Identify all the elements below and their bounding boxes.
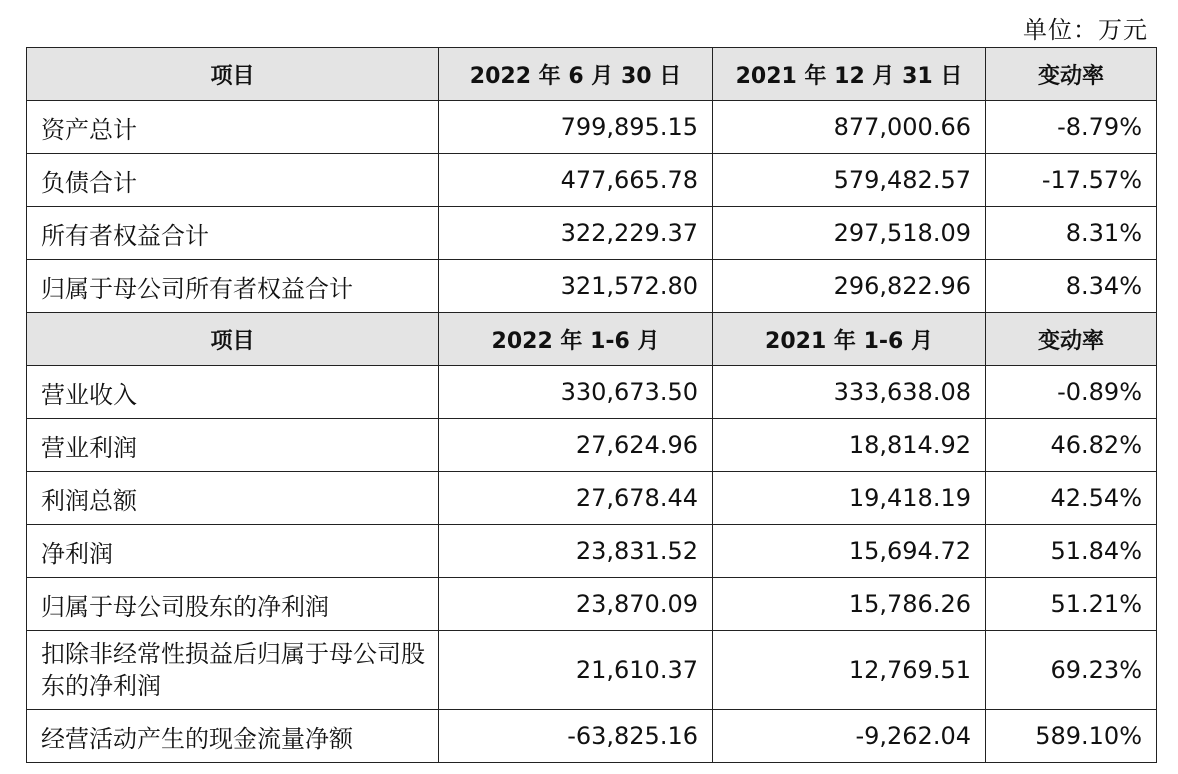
value-cell: 21,610.37 xyxy=(439,631,713,710)
header-row xyxy=(27,48,1157,101)
row-label: 利润总额 xyxy=(27,472,439,525)
value-cell: 23,831.52 xyxy=(439,525,713,578)
table-row xyxy=(27,419,1157,472)
header-cell: 2022 年 1-6 月 xyxy=(439,313,713,366)
value-cell: 15,694.72 xyxy=(713,525,986,578)
header-cell: 2021 年 1-6 月 xyxy=(713,313,986,366)
header-cell: 变动率 xyxy=(986,48,1157,101)
value-cell: 19,418.19 xyxy=(713,472,986,525)
change-cell: 69.23% xyxy=(986,631,1157,710)
value-cell: 321,572.80 xyxy=(439,260,713,313)
value-cell: 296,822.96 xyxy=(713,260,986,313)
header-cell: 2022 年 6 月 30 日 xyxy=(439,48,713,101)
value-cell: 477,665.78 xyxy=(439,154,713,207)
table-row xyxy=(27,366,1157,419)
row-label: 营业收入 xyxy=(27,366,439,419)
header-cell: 项目 xyxy=(27,313,439,366)
unit-label: 单位：万元 xyxy=(1023,16,1148,44)
row-label: 净利润 xyxy=(27,525,439,578)
value-cell: 322,229.37 xyxy=(439,207,713,260)
table-row xyxy=(27,260,1157,313)
row-label: 归属于母公司所有者权益合计 xyxy=(27,260,439,313)
value-cell: 27,624.96 xyxy=(439,419,713,472)
table-row xyxy=(27,710,1157,763)
value-cell: 27,678.44 xyxy=(439,472,713,525)
change-cell: 46.82% xyxy=(986,419,1157,472)
header-cell: 项目 xyxy=(27,48,439,101)
row-label: 归属于母公司股东的净利润 xyxy=(27,578,439,631)
change-cell: 8.34% xyxy=(986,260,1157,313)
value-cell: 330,673.50 xyxy=(439,366,713,419)
value-cell: -63,825.16 xyxy=(439,710,713,763)
row-label: 所有者权益合计 xyxy=(27,207,439,260)
change-cell: 42.54% xyxy=(986,472,1157,525)
financial-table xyxy=(26,47,1157,763)
table-row xyxy=(27,154,1157,207)
row-label: 经营活动产生的现金流量净额 xyxy=(27,710,439,763)
value-cell: 799,895.15 xyxy=(439,101,713,154)
change-cell: -17.57% xyxy=(986,154,1157,207)
table-row xyxy=(27,472,1157,525)
row-label: 营业利润 xyxy=(27,419,439,472)
value-cell: 877,000.66 xyxy=(713,101,986,154)
header-row xyxy=(27,313,1157,366)
value-cell: 15,786.26 xyxy=(713,578,986,631)
table-row xyxy=(27,525,1157,578)
change-cell: 589.10% xyxy=(986,710,1157,763)
table-row xyxy=(27,631,1157,710)
value-cell: 297,518.09 xyxy=(713,207,986,260)
table-row xyxy=(27,101,1157,154)
change-cell: 8.31% xyxy=(986,207,1157,260)
change-cell: 51.84% xyxy=(986,525,1157,578)
value-cell: 23,870.09 xyxy=(439,578,713,631)
row-label: 资产总计 xyxy=(27,101,439,154)
change-cell: 51.21% xyxy=(986,578,1157,631)
table-row xyxy=(27,207,1157,260)
value-cell: 12,769.51 xyxy=(713,631,986,710)
header-cell: 2021 年 12 月 31 日 xyxy=(713,48,986,101)
value-cell: -9,262.04 xyxy=(713,710,986,763)
table-row xyxy=(27,578,1157,631)
row-label: 扣除非经常性损益后归属于母公司股东的净利润 xyxy=(27,631,439,710)
value-cell: 579,482.57 xyxy=(713,154,986,207)
change-cell: -0.89% xyxy=(986,366,1157,419)
value-cell: 18,814.92 xyxy=(713,419,986,472)
value-cell: 333,638.08 xyxy=(713,366,986,419)
change-cell: -8.79% xyxy=(986,101,1157,154)
header-cell: 变动率 xyxy=(986,313,1157,366)
row-label: 负债合计 xyxy=(27,154,439,207)
